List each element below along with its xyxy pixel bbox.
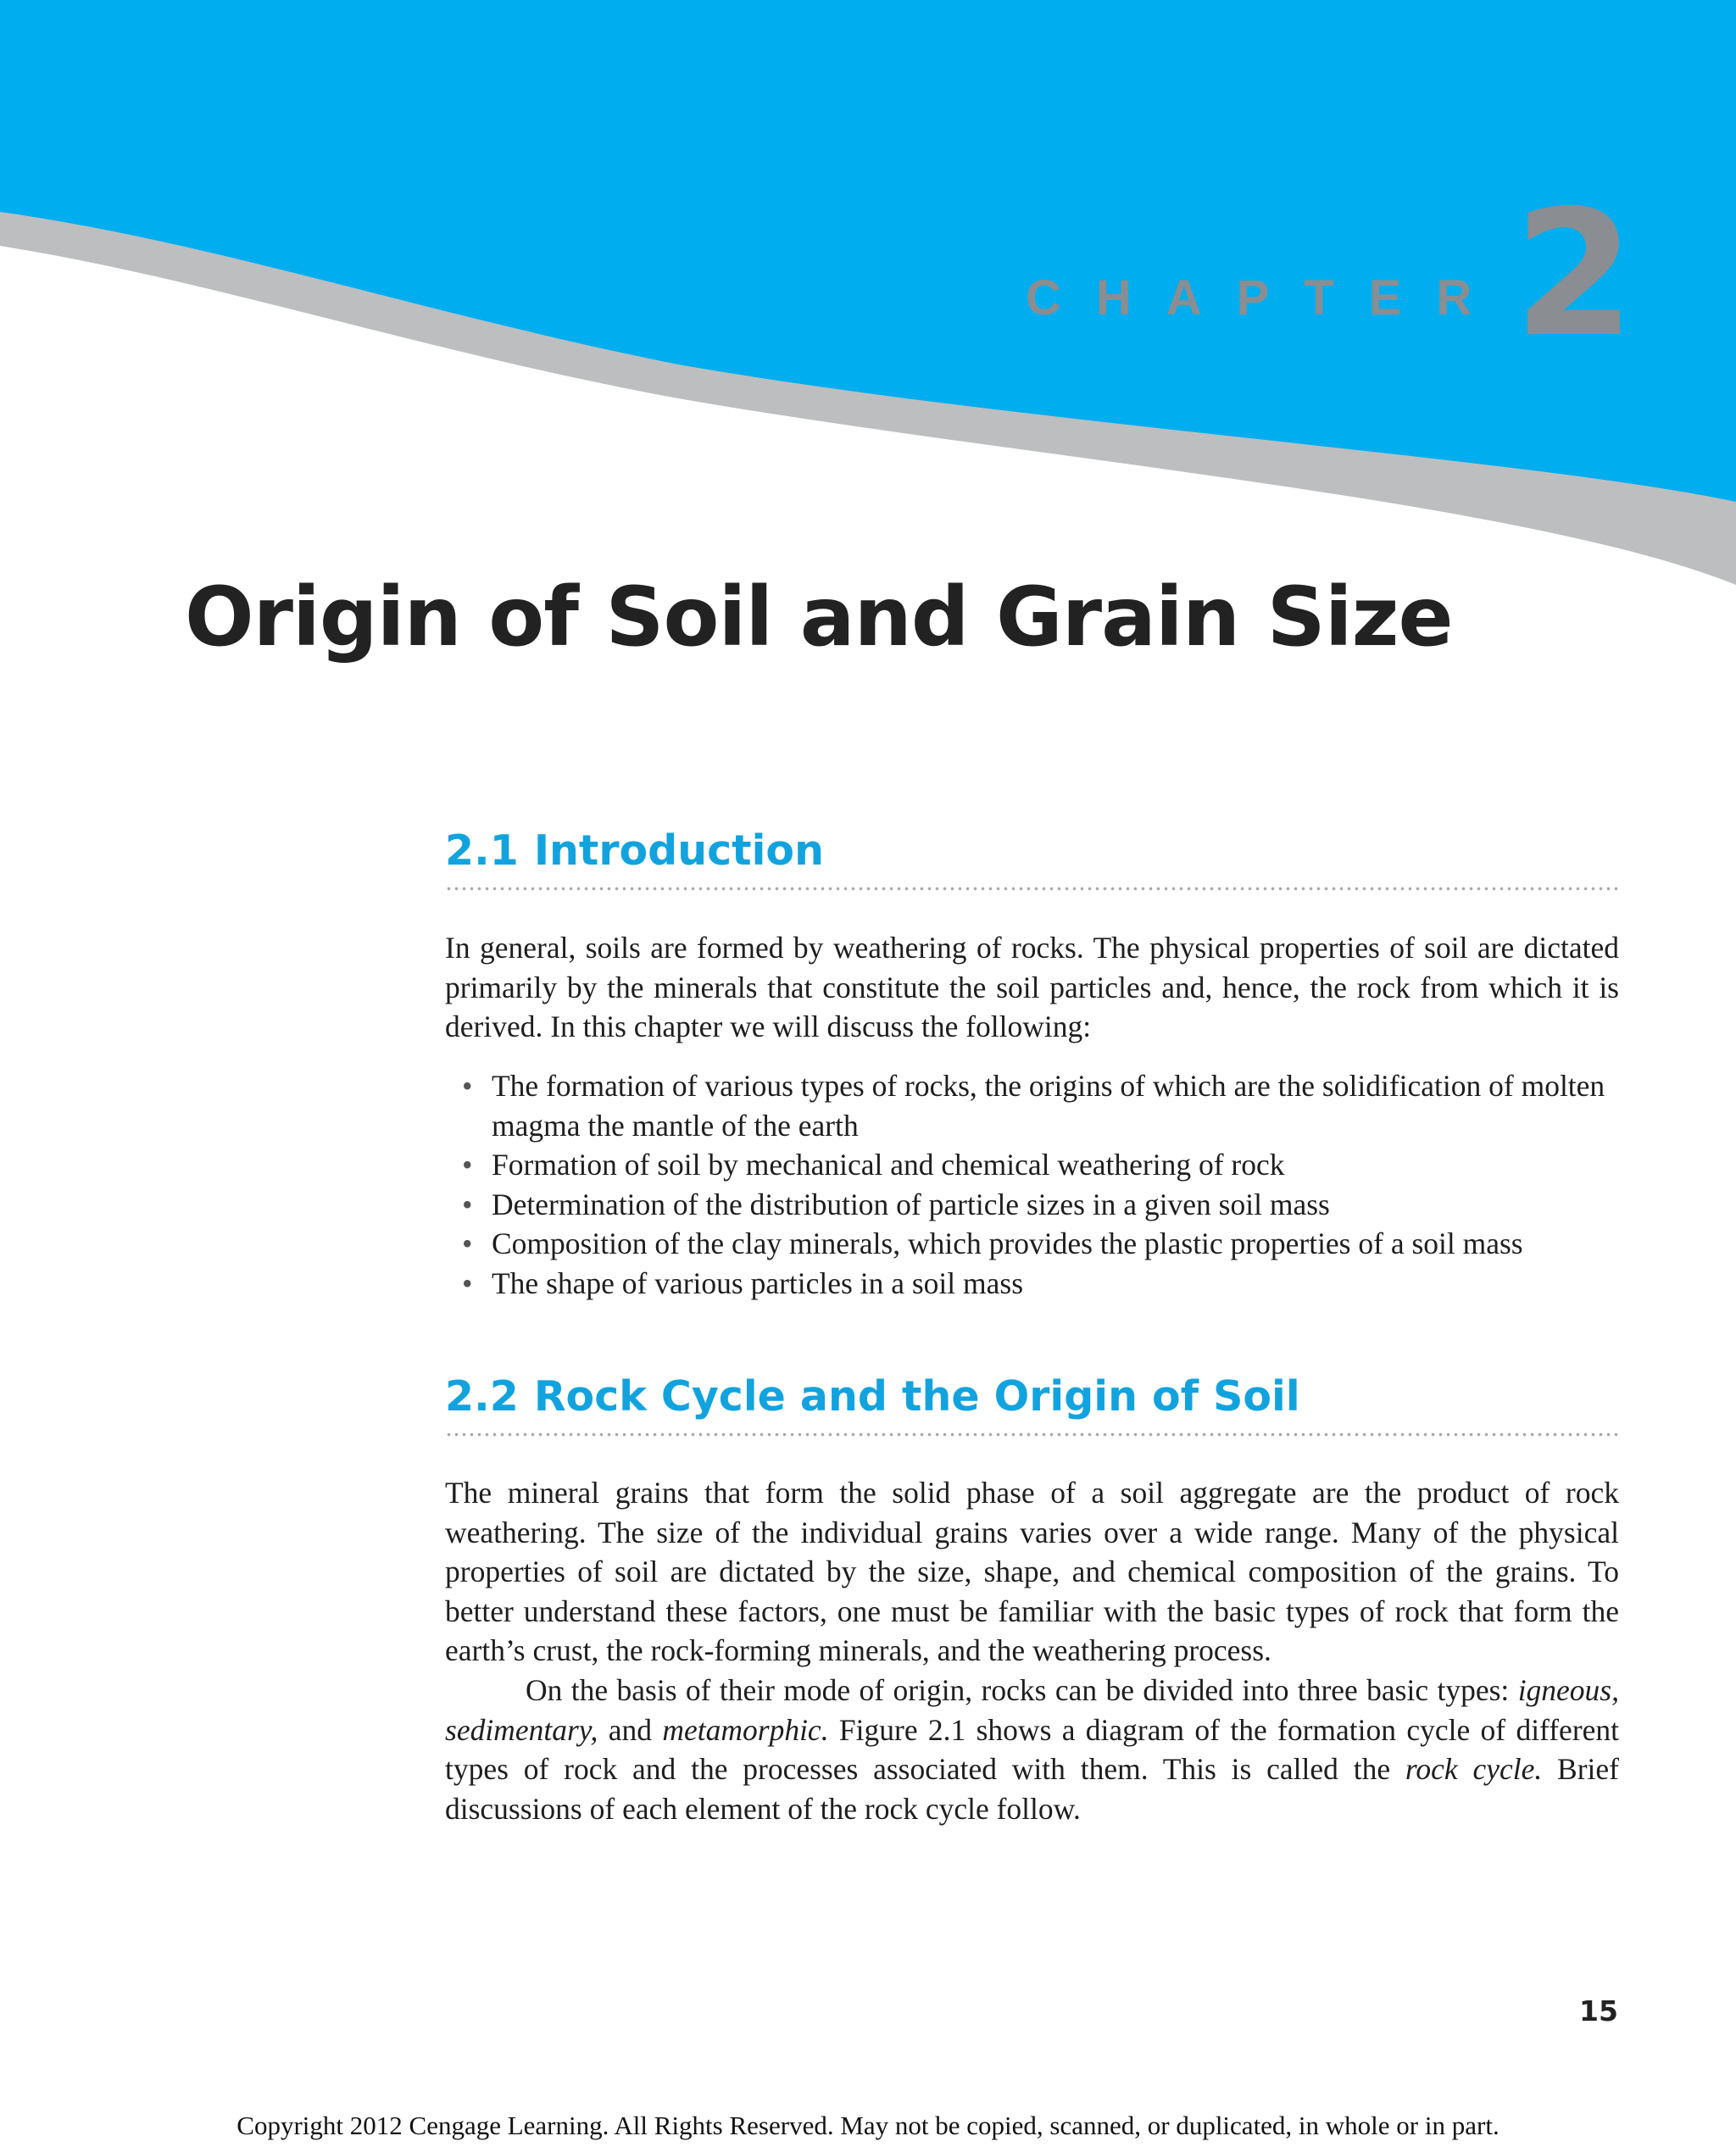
- topics-list: [445, 1066, 1619, 1303]
- rock-cycle-paragraph-1: The mineral grains that form the solid phase of a soil aggregate are the product of rock weathering. The size of the individual grains varies over a wide range. Many of the physical properties of soil are dictated by the size, shape, and chemical composition of the grains. To better understand these factors, one must be familiar with the basic types of rock that form the earth’s crust, the rock-forming minerals, and the weathering process.: [445, 1476, 1619, 1667]
- list-item: • The formation of various types of rocks, the origins of which are the solidification of molten magma the mantle of the earth: [445, 1066, 1619, 1145]
- copyright-notice: Copyright 2012 Cengage Learning. All Rights Reserved. May not be copied, scanned, or duplicated, in whole or in part.: [236, 2111, 1500, 2140]
- chapter-title: Origin of Soil and Grain Size: [185, 570, 1453, 665]
- section-title: Rock Cycle and the Origin of Soil: [533, 1372, 1300, 1421]
- chapter-number: 2: [1514, 174, 1635, 375]
- section-title: Introduction: [533, 826, 824, 875]
- section-number: 2.2: [445, 1372, 519, 1421]
- bullet-icon: •: [462, 1148, 473, 1182]
- list-item: • Formation of soil by mechanical and chemical weathering of rock: [445, 1145, 1619, 1185]
- bullet-icon: •: [462, 1265, 473, 1300]
- section-heading-introduction: [445, 826, 824, 875]
- bullet-icon: •: [462, 1187, 473, 1221]
- section-heading-rock-cycle: [445, 1372, 1300, 1421]
- section-divider: [445, 1432, 1619, 1437]
- section-number: 2.1: [445, 826, 519, 875]
- list-item: • Determination of the distribution of particle sizes in a given soil mass: [445, 1185, 1619, 1225]
- list-item: • Composition of the clay minerals, which provides the plastic properties of a soil mass: [445, 1224, 1619, 1264]
- bullet-icon: •: [462, 1069, 473, 1103]
- page-number: 15: [1579, 1994, 1618, 2027]
- intro-paragraph: In general, soils are formed by weathering of rocks. The physical properties of soil are dictated primarily by the minerals that constitute the soil particles and, hence, the rock from which it is derived. In this chapter we will discuss the following:: [445, 931, 1619, 1043]
- section-divider: [445, 887, 1619, 891]
- bullet-icon: •: [462, 1226, 473, 1260]
- rock-cycle-paragraph-2: On the basis of their mode of origin, rocks can be divided into three basic types: igneous, sedimentary, and metamorphic. Figure 2.1 shows a diagram of the formation cycle of different types of rock and the processes associated with them. This is called the rock cycle. Brief discussions of each element of the rock cycle follow.: [445, 1673, 1620, 1826]
- list-item: • The shape of various particles in a soil mass: [445, 1264, 1619, 1304]
- chapter-label: CHAPTER: [1026, 270, 1507, 325]
